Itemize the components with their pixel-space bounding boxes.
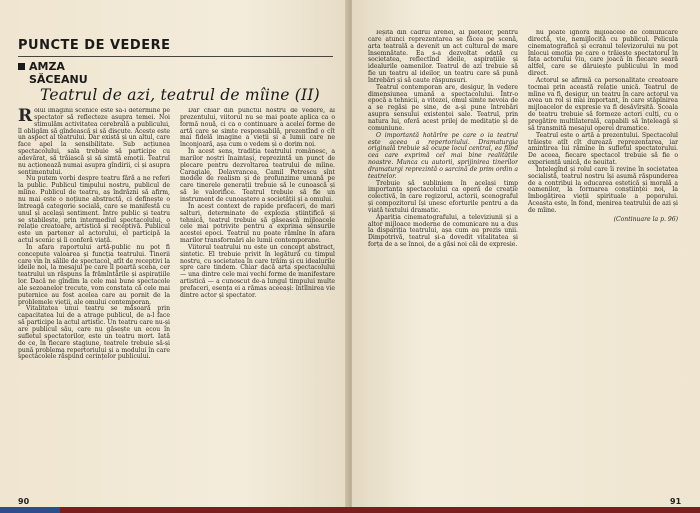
right-page-column-1 bbox=[368, 30, 518, 495]
author-first: AMZA bbox=[29, 60, 65, 73]
left-page-column-1 bbox=[18, 108, 170, 493]
paragraph: Rolul imaginii scenice este să-i determine pe spectator să reflecteze asupra temei. Noi stimulăm activitatea cerebrală a publicului, îl obligăm să gîndească și să discute. Aceste este un aspect al teatrului. Dar există și un altul, care face apel la sensibilitate. Sub acțiunea spectacolului, sala trebuie să participe cu adevărat, să trăiască și să simtă emoții. Teatrul nu acționează numai asupra gîndirii, ci și asupra sentimentului. bbox=[18, 108, 170, 176]
continuation-note: (Continuare la p. 96) bbox=[613, 215, 678, 223]
paragraph: În afara raportului artă-public nu pot fi concepute valoarea și funcția teatrului. Tinerii care vin în sălile de spectacol, atît de receptivi la ideile noi, la mesajul pe care îl poartă scena, cer teatrului un răspuns la frămîntările și aspirațiile lor. Dacă ne gîndim la cele mai bune spectacole ale sezoanelor trecute, vom constata că cele mai puternice au fost acelea care au pornit de la problemele vieții, ale omului contemporan. bbox=[18, 243, 170, 306]
cover-edge bbox=[0, 507, 700, 513]
paragraph: Dar chiar din punctul nostru de vedere, al prezentului, viitorul nu se mai poate aplica ca o formă nouă, ci ca o continuare a acelei forme de artă care se simte responsabilă, prezentînd o cît mai fidelă imagine a vieții și a lumii care ne înconjoară, așa cum o vedem și o dorim noi. bbox=[180, 108, 335, 149]
paragraph: Teatrul este o artă a prezentului. Spectacolul trăiește atît cît durează reprezentarea, iar amintirea lui rămîne în sufletul spectatorului. De aceea, fiecare spectacol trebuie să fie o experiență unică, de neuitat. bbox=[528, 131, 678, 167]
left-page-column-2 bbox=[180, 108, 335, 493]
paragraph: Înțelegînd și rolul care îi revine în societatea socialistă, teatrul nostru își asumă răspunderea de a contribui la educarea estetică și morală a oamenilor, la formarea conștiinței noi, la îmbogățirea vieții spirituale a poporului. Aceasta este, în fond, menirea teatrului de azi și de mîine. bbox=[528, 165, 678, 214]
paragraph: Trebuie să subliniem în același timp importanța spectacolului ca operă de creație colectivă, în care regizorul, actorii, scenograful și compozitorul își unesc eforturile pentru a da viață textului dramatic. bbox=[368, 179, 518, 214]
paragraph: În acest sens, tradiția teatrului românesc, a marilor noștri înaintași, reprezintă un punct de plecare pentru dezvoltarea teatrului de mîine. Caragiale, Delavrancea, Camil Petrescu sînt modele de realism și de profunzime umană pe care tinerele generații trebuie să le cunoască și să le valorifice. Teatrul trebuie să fie un instrument de cunoaștere a societății și a omului. bbox=[180, 148, 335, 203]
paragraph: Actorul se afirmă ca personalitate creatoare tocmai prin această relație unică. Teatrul de mîine va fi, desigur, un teatru în care actorul va avea un rol și mai important, în care stăpînirea mijloacelor de expresie va fi desăvîrșită. Școala de teatru trebuie să formeze actori culți, cu o pregătire multilaterală, capabili să înțeleagă și să transmită mesajul operei dramatice. bbox=[528, 76, 678, 132]
article-title: Teatrul de azi, teatrul de mîine (II) bbox=[40, 86, 320, 104]
paragraph: Nu putem vorbi despre teatru fără a ne referi la public. Publicul timpului nostru, publicul de mîine. Publicul de teatru, aș îndrăzni să afirm, nu mai este o noțiune abstractă, ci definește o întreagă categorie socială, care se manifestă cu unul și același sentiment. Între public și teatru se stabilește, prin intermediul spectacolului, o relație creatoare, artistică și receptivă. Publicul este un partener al actorului, el participă la actul scenic și îi conferă viață. bbox=[18, 175, 170, 245]
author-last: SĂCEANU bbox=[29, 73, 88, 86]
square-bullet-icon bbox=[18, 63, 25, 70]
paragraph: Vitalitatea unui teatru se măsoară prin capacitatea lui de a atrage publicul, de a-l face să participe la actul artistic. Un teatru care nu-și are publicul său, care nu găsește un ecou în sufletul spectatorilor, este un teatru mort. Iată de ce, în fiecare stagiune, teatrele trebuie să-și pună problema repertoriului și a modului în care spectacolele răspund cerințelor publicului. bbox=[18, 305, 170, 361]
left-page bbox=[0, 0, 348, 513]
right-page bbox=[352, 0, 700, 513]
drop-cap: R bbox=[18, 108, 33, 126]
paragraph: În acest context de rapide prefaceri, de mari salturi, determinate de explozia științifică și tehnică, teatrul trebuie să găsească mijloacele cele mai potrivite pentru a exprima sensurile acestei epoci. Teatrul nu poate rămîne în afara marilor transformări ale lumii contemporane. bbox=[180, 202, 335, 245]
paragraph-italic: O importantă hotărîre pe care o ia teatrul este aceea a repertoriului. Dramaturgia originală trebuie să ocupe locul central, ea fiind cea care exprimă cel mai bine realitățile noastre. Munca cu autorii, sprijinirea tinerilor dramaturgi reprezintă o sarcină de prim ordin a teatrelor. bbox=[368, 131, 518, 180]
author-name bbox=[18, 60, 88, 86]
right-page-column-2 bbox=[528, 30, 678, 495]
rubric-divider bbox=[18, 56, 333, 57]
cover-edge-accent bbox=[0, 507, 60, 513]
paragraph: Apariția cinematografului, a televiziunii și a altor mijloace moderne de comunicare nu a dus la dispariția teatrului, așa cum au prezis unii. Dimpotrivă, teatrul și-a dovedit vitalitatea și forța de a se înnoi, de a găsi noi căi de expresie. bbox=[368, 213, 518, 249]
page-number-right: 91 bbox=[670, 497, 682, 506]
paragraph: nu poate ignora mijloacele de comunicare directă, vie, nemijlocită cu publicul. Pelicula cinematografică și ecranul televizorului nu pot înlocui emoția pe care o trăiește spectatorul în fața actorului viu, care joacă în fiecare seară altfel, care se dăruiește publicului în mod direct. bbox=[528, 30, 678, 78]
paragraph: Ieșită din cadrul arenei, al piețelor, pentru care atunci reprezentarea se făcea pe scenă, arta teatrală a devenit un act cultural de mare însemnătate. Ea s-a dezvoltat odată cu societatea, reflectînd ideile, aspirațiile și idealurile oamenilor. Teatrul de azi trebuie să fie un teatru al ideilor, un teatru care să pună întrebări și să caute răspunsuri. bbox=[368, 30, 518, 84]
page-number-left: 90 bbox=[18, 497, 30, 506]
paragraph: Teatrul contemporan are, desigur, în vedere dimensiunea umană a spectacolului. Într-o epocă a tehnicii, a vitezei, omul simte nevoia de a se regăsi pe sine, de a-și pune întrebări asupra sensului existenței sale. Teatrul, prin natura lui, oferă acest prilej de meditație și de comuniune. bbox=[368, 83, 518, 132]
paragraph: Viitorul teatrului nu este un concept abstract, sintetic. El trebuie privit în legătură cu timpul nostru, cu societatea în care trăim și cu idealurile spre care tindem. Chiar dacă arta spectacolului — una dintre cele mai vechi forme de manifestare artistică — a cunoscut de-a lungul timpului multe prefaceri, esența ei a rămas aceeași: întîlnirea vie dintre actor și spectator. bbox=[180, 243, 335, 299]
section-rubric: PUNCTE DE VEDERE bbox=[18, 38, 171, 53]
